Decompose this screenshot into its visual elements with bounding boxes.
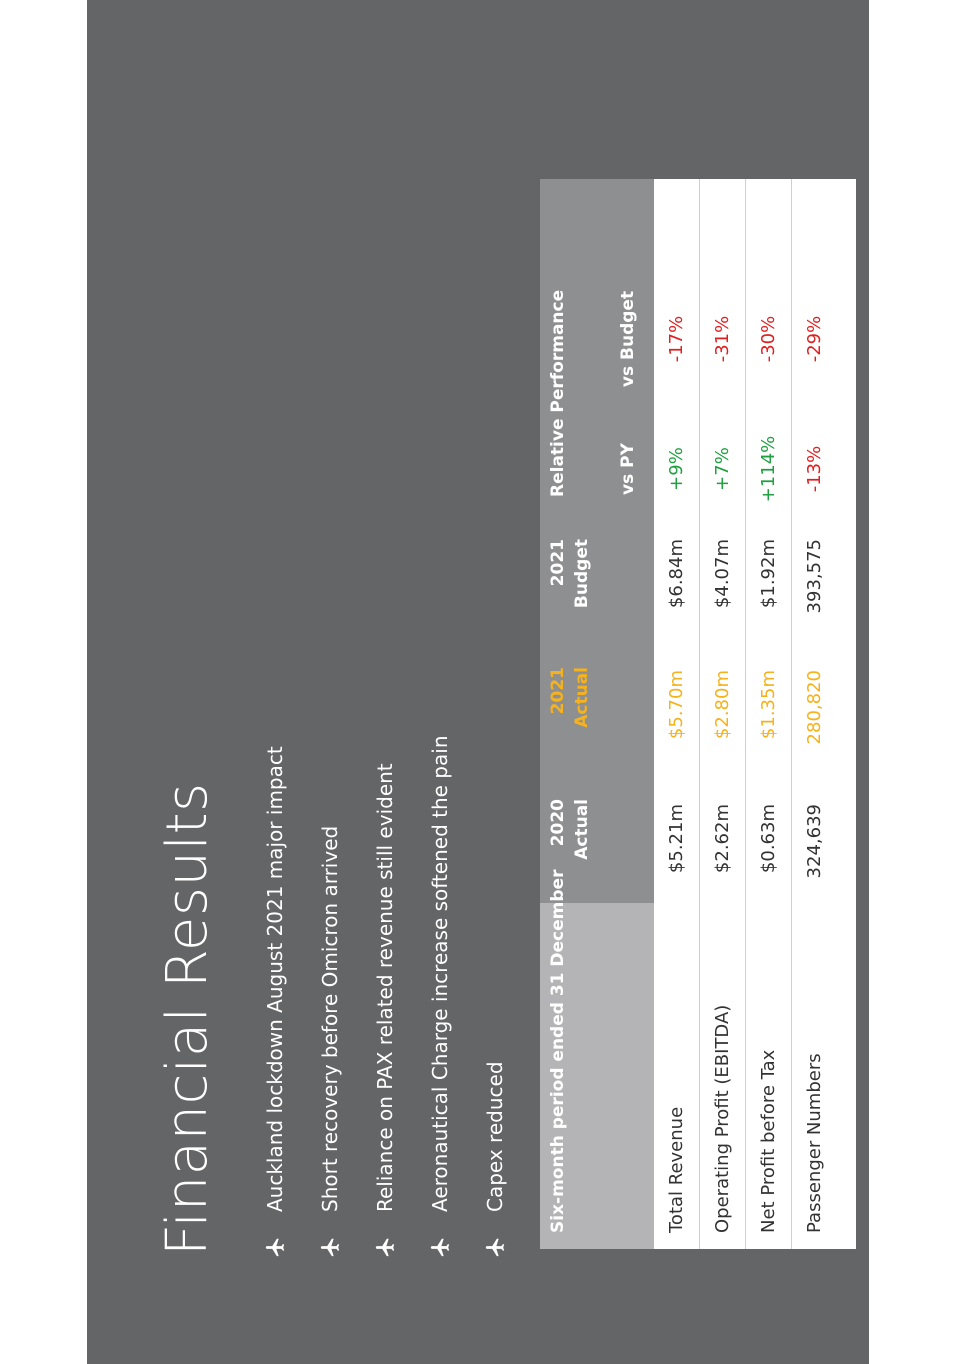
financial-results-table (540, 179, 856, 1249)
header-vs-budget: vs Budget (618, 290, 638, 388)
bullet-text: Auckland lockdown August 2021 major impact (262, 746, 287, 1212)
value-2020-actual: $0.63m (758, 804, 779, 874)
value-vs-py: +7% (712, 447, 733, 491)
bullet-list (247, 736, 522, 1259)
slide-title: Financial Results (155, 782, 220, 1256)
value-vs-budget: -31% (712, 315, 733, 363)
airplane-icon (429, 1236, 451, 1258)
bullet-item (302, 736, 357, 1259)
header-period-label: Six-month period ended 31 December (548, 869, 568, 1233)
row-label: Passenger Numbers (804, 1053, 825, 1233)
row-label: Total Revenue (666, 1106, 687, 1233)
value-2021-budget: 393,575 (804, 539, 825, 614)
row-label: Operating Profit (EBITDA) (712, 1004, 733, 1233)
row-label: Net Profit before Tax (758, 1049, 779, 1233)
bullet-item (412, 736, 467, 1259)
value-vs-budget: -17% (666, 315, 687, 363)
value-2021-actual: $1.35m (758, 670, 779, 740)
table-row (746, 179, 792, 1249)
table-row (792, 179, 838, 1249)
table-header (540, 179, 654, 1249)
bullet-item (247, 736, 302, 1259)
value-2020-actual: $2.62m (712, 804, 733, 874)
airplane-icon (319, 1236, 341, 1258)
value-2021-budget: $6.84m (666, 539, 687, 609)
bullet-text: Capex reduced (482, 1061, 507, 1212)
airplane-icon (374, 1236, 396, 1258)
header-2021-budget-year: 2021 (548, 539, 568, 587)
value-vs-py: +9% (666, 447, 687, 491)
table-row (700, 179, 746, 1249)
bullet-item (467, 736, 522, 1259)
value-2020-actual: $5.21m (666, 804, 687, 874)
header-2021-actual-type: Actual (572, 667, 592, 728)
table-body (654, 179, 856, 1249)
bullet-text: Reliance on PAX related revenue still evident (372, 763, 397, 1212)
value-2021-budget: $4.07m (712, 539, 733, 609)
value-2020-actual: 324,639 (804, 804, 825, 879)
header-2021-budget-type: Budget (572, 539, 592, 609)
value-vs-budget: -29% (804, 315, 825, 363)
bullet-text: Short recovery before Omicron arrived (317, 825, 342, 1212)
airplane-icon (484, 1236, 506, 1258)
value-2021-actual: $5.70m (666, 670, 687, 740)
value-vs-py: +114% (758, 435, 779, 503)
bullet-item (357, 736, 412, 1259)
slide (87, 0, 869, 1364)
header-2021-actual-year: 2021 (548, 667, 568, 715)
header-2020-type: Actual (572, 799, 592, 860)
value-vs-py: -13% (804, 445, 825, 493)
table-row (654, 179, 700, 1249)
value-2021-budget: $1.92m (758, 539, 779, 609)
header-vs-py: vs PY (618, 443, 638, 495)
slide-frame (87, 0, 869, 1364)
bullet-text: Aeronautical Charge increase softened the pain (427, 735, 452, 1212)
airplane-icon (264, 1236, 286, 1258)
value-2021-actual: 280,820 (804, 670, 825, 745)
header-relative-performance: Relative Performance (548, 289, 568, 497)
header-2020-year: 2020 (548, 799, 568, 847)
value-vs-budget: -30% (758, 315, 779, 363)
value-2021-actual: $2.80m (712, 670, 733, 740)
